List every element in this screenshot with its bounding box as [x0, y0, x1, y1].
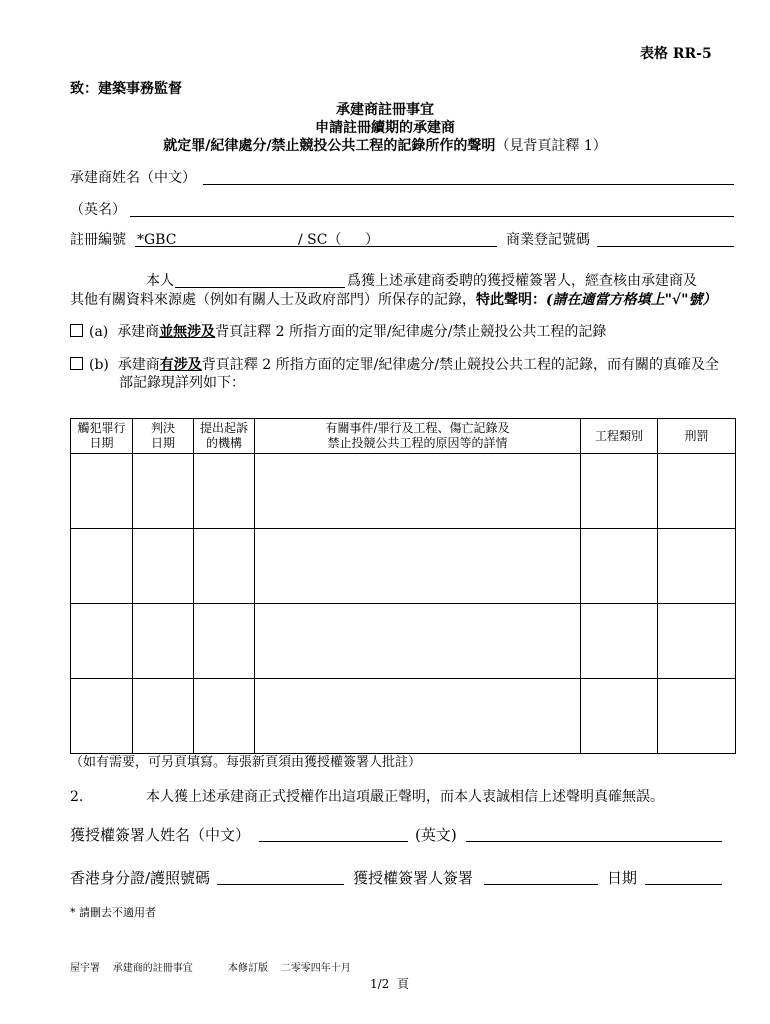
- signatory-name-zh-field[interactable]: [259, 841, 408, 842]
- section-2-text: 本人獲上述承建商正式授權作出這項嚴正聲明，而本人衷誠相信上述聲明真確無誤。: [146, 789, 664, 805]
- table-cell[interactable]: [71, 529, 133, 604]
- footer-department: 屋宇署 承建商的註冊事宜: [70, 963, 193, 974]
- declaration-line-1: 爲獲上述承建商委聘的獲授權簽署人，經查核由承建商及: [347, 273, 697, 289]
- option-b-marker: (b): [89, 357, 109, 373]
- col-details: 有關事件/罪行及工程、傷亡記錄及 禁止投競公共工程的原因等的詳情: [255, 419, 581, 454]
- option-b-line-2: 部記錄現詳列如下：: [119, 375, 245, 391]
- col-offence-date: 觸犯罪行 日期: [71, 419, 133, 454]
- declaration-bold: 特此聲明：: [476, 292, 546, 308]
- table-cell[interactable]: [255, 604, 581, 679]
- option-b-emph: 有涉及: [159, 357, 202, 373]
- table-row: [71, 454, 736, 529]
- table-cell[interactable]: [133, 454, 194, 529]
- table-cell[interactable]: [658, 679, 736, 754]
- table-row: [71, 529, 736, 604]
- option-a: [70, 322, 606, 342]
- footnote: * 請刪去不適用者: [70, 906, 156, 919]
- option-a-text: 背頁註釋 2 所指方面的定罪/紀律處分/禁止競投公共工程的記錄: [215, 324, 607, 340]
- sc-close: ）: [365, 232, 379, 248]
- name-zh-field[interactable]: [203, 184, 734, 185]
- footer-revision: 本修訂版 二零零四年十月: [228, 963, 351, 974]
- table-cell[interactable]: [71, 679, 133, 754]
- signature-field[interactable]: [484, 884, 598, 885]
- table-cell[interactable]: [581, 604, 658, 679]
- option-b: [70, 355, 719, 375]
- col-prosecutor: 提出起訴 的機構: [194, 419, 255, 454]
- br-label: 商業登記號碼: [506, 232, 590, 248]
- section-2-number: 2.: [70, 789, 84, 805]
- signatory-name-zh-label: 獲授權簽署人姓名（中文）: [70, 826, 251, 844]
- table-cell[interactable]: [133, 529, 194, 604]
- table-cell[interactable]: [194, 679, 255, 754]
- table-cell[interactable]: [194, 529, 255, 604]
- title-line-3: [0, 136, 770, 156]
- table-cell[interactable]: [581, 454, 658, 529]
- col-works-category: 工程類別: [581, 419, 658, 454]
- title-main: 就定罪/紀律處分/禁止競投公共工程的記錄所作的聲明: [163, 138, 496, 154]
- table-cell[interactable]: [581, 679, 658, 754]
- title-note: （見背頁註釋 1）: [495, 138, 607, 154]
- option-a-emph: 並無涉及: [159, 324, 216, 340]
- table-header-row: [71, 419, 736, 454]
- table-note: （如有需要，可另頁填寫。每張新頁須由獲授權簽署人批註）: [70, 755, 422, 770]
- declaration-instruction: (請在適當方格填上"√"號）: [546, 292, 717, 308]
- reg-prefix: *GBC: [137, 232, 177, 248]
- col-judgment-date: 判決 日期: [133, 419, 194, 454]
- col-penalty: 刑罰: [658, 419, 736, 454]
- declaration-line-2-text: 其他有關資料來源處（例如有關人士及政府部門）所保存的記錄，: [70, 292, 476, 308]
- option-b-text: 背頁註釋 2 所指方面的定罪/紀律處分/禁止競投公共工程的記錄，而有關的真確及全: [201, 357, 720, 373]
- table-row: [71, 679, 736, 754]
- table-cell[interactable]: [255, 454, 581, 529]
- id-passport-label: 香港身分證/護照號碼: [70, 869, 211, 887]
- table-cell[interactable]: [658, 604, 736, 679]
- recipient-line: 致：建築事務監督: [70, 81, 182, 97]
- br-field[interactable]: [597, 246, 734, 247]
- table-cell[interactable]: [658, 454, 736, 529]
- option-b-pre: 承建商: [117, 357, 160, 373]
- id-passport-field[interactable]: [217, 884, 344, 885]
- page-number: 1/2 頁: [370, 977, 409, 991]
- name-en-field[interactable]: [130, 216, 734, 217]
- option-a-checkbox[interactable]: [70, 324, 83, 337]
- title-line-2: 申請註冊續期的承建商: [315, 120, 455, 136]
- table-cell[interactable]: [71, 454, 133, 529]
- records-table: [70, 418, 736, 754]
- date-field[interactable]: [645, 884, 722, 885]
- name-zh-label: 承建商姓名（中文）: [70, 170, 196, 186]
- table-cell[interactable]: [581, 529, 658, 604]
- option-a-marker: (a): [89, 324, 109, 340]
- table-cell[interactable]: [255, 529, 581, 604]
- declarant-label: 本人: [146, 273, 174, 289]
- sc-label: / SC（: [298, 232, 342, 248]
- form-code: 表格 RR-5: [640, 46, 712, 62]
- declarant-name-field[interactable]: [175, 287, 345, 288]
- table-cell[interactable]: [71, 604, 133, 679]
- table-cell[interactable]: [133, 604, 194, 679]
- name-en-label: （英名）: [70, 202, 126, 218]
- table-cell[interactable]: [194, 604, 255, 679]
- signatory-name-en-label: (英文): [415, 826, 457, 844]
- signatory-name-en-field[interactable]: [466, 841, 722, 842]
- table-cell[interactable]: [194, 454, 255, 529]
- reg-no-label: 註冊編號: [70, 232, 126, 248]
- table-cell[interactable]: [255, 679, 581, 754]
- table-cell[interactable]: [133, 679, 194, 754]
- declaration-line-2: [70, 290, 716, 310]
- signature-label: 獲授權簽署人簽署: [353, 869, 474, 887]
- title-line-1: 承建商註冊事宜: [336, 102, 434, 118]
- table-cell[interactable]: [658, 529, 736, 604]
- date-label: 日期: [607, 869, 638, 887]
- option-b-checkbox[interactable]: [70, 357, 83, 370]
- option-a-pre: 承建商: [117, 324, 160, 340]
- table-row: [71, 604, 736, 679]
